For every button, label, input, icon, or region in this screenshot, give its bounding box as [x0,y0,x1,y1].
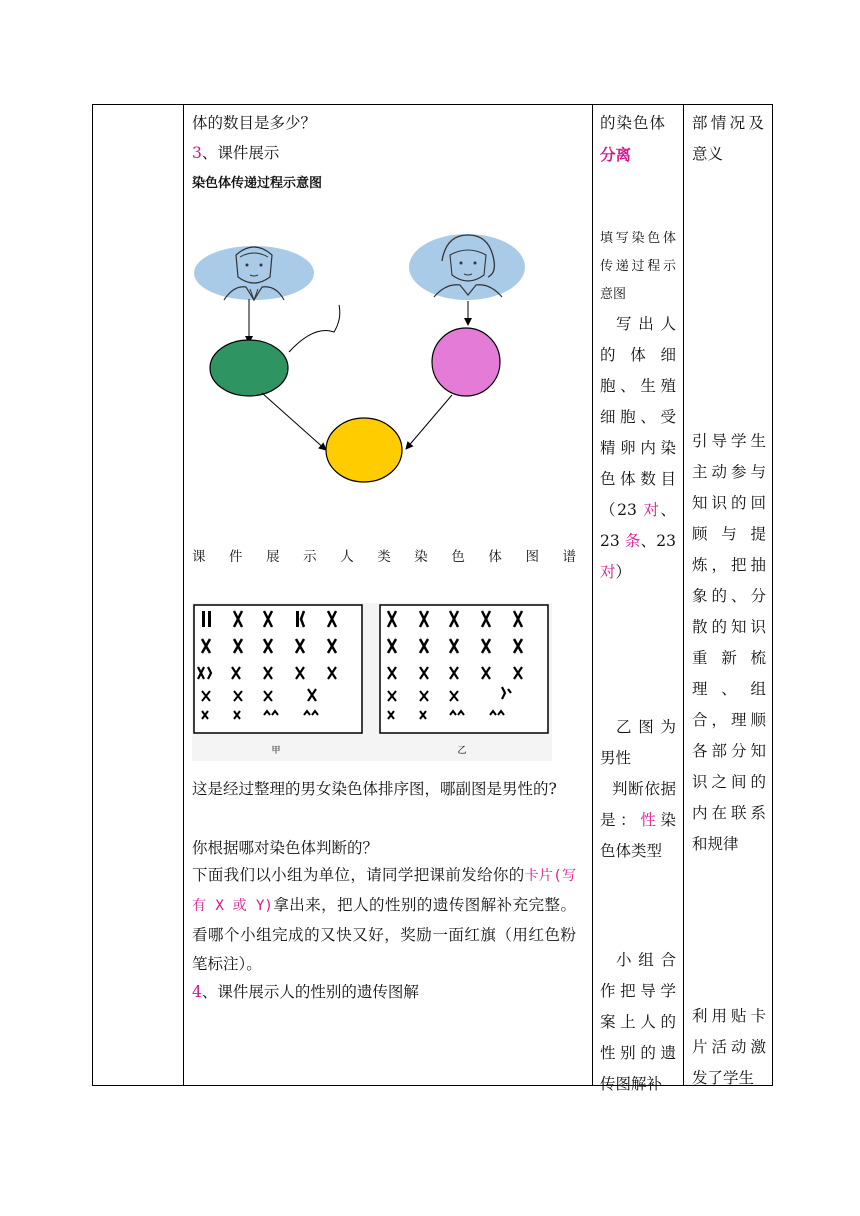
col3-separation: 分离 [600,145,632,164]
item-4-number: 4 [192,983,202,1001]
item-3-text: 、课件展示 [201,144,280,162]
question-which-pair: 你根据哪对染色体判断的？ [192,839,379,857]
karyotype-female [194,605,362,733]
col4-cards: 利用贴卡片活动激发了学生 [692,1007,766,1087]
basis-text: 判断依据是： [600,780,676,829]
close-paren: ） [615,563,632,581]
strand: 条 [624,532,641,550]
basis-type: 染色体类型 [600,811,676,860]
col3-yi-male: 乙图为男性 [600,718,676,767]
group-activity-text [192,861,576,979]
activity-before: 下面我们以小组为单位，请同学把课前发给你的 [192,866,525,884]
col3-group-work: 小组合作把导学案上人的性别的遗传图解补 [600,951,676,1093]
text-line1: 体的数目是多少？ [192,114,317,132]
egg-cell [432,328,500,396]
col3-top [600,108,676,170]
item-3-number: 3 [192,144,202,162]
zygote-cell [326,418,402,482]
label-jia: 甲 [271,746,281,756]
sep-2: 、23 [640,532,676,550]
pair-2: 对 [600,563,616,581]
activity-card: 卡片(写有 X 或 Y) [192,868,576,914]
student-activity-column [593,105,684,1093]
mother-portrait [409,234,525,300]
col3-write-numbers [600,309,676,588]
chromosome-transfer-diagram [184,225,592,505]
write-text: 写出人的体细胞、生殖细胞、受精卵内染色体数目（23 [600,315,676,519]
pair-1: 对 [643,501,661,519]
karyotype-male [380,605,548,733]
col3-top-line: 的染色体 [600,114,667,132]
col4-guide: 引导学生主动参与知识的回顾与提炼，把抽象的、分散的知识重新梳理、组合，理顺各部分知识之间的内在联系和规律 [692,432,766,853]
diagram-title: 染色体传递过程示意图 [192,176,323,191]
item-3 [192,138,279,169]
col4-top: 部情况及意义 [692,114,764,163]
father-portrait [194,246,314,300]
sep-1: 、23 [600,501,676,550]
basis-sex: 性 [640,811,661,829]
col3-fill-diagram: 填写染色体传递过程示意图 [600,231,676,302]
lesson-table [92,104,773,1093]
item-4-text: 、课件展示人的性别的遗传图解 [201,983,419,1001]
stage-column [93,105,184,1086]
label-yi: 乙 [457,746,467,756]
activity-after: 拿出来，把人的性别的遗传图解补充完整。看哪个小组完成的又快又好，奖励一面红旗（用红色粉笔标注）。 [192,896,576,973]
sperm-cell [210,340,288,396]
karyotype-figure [192,603,562,763]
item-4 [192,977,419,1008]
design-intent-column [684,105,773,1086]
question-which-male: 这是经过整理的男女染色体排序图，哪副图是男性的? [192,780,557,798]
karyotype-intro: 课件展示人类染色体图谱 [192,549,576,565]
col3-basis [600,774,676,867]
teacher-activity-column [184,105,593,1086]
